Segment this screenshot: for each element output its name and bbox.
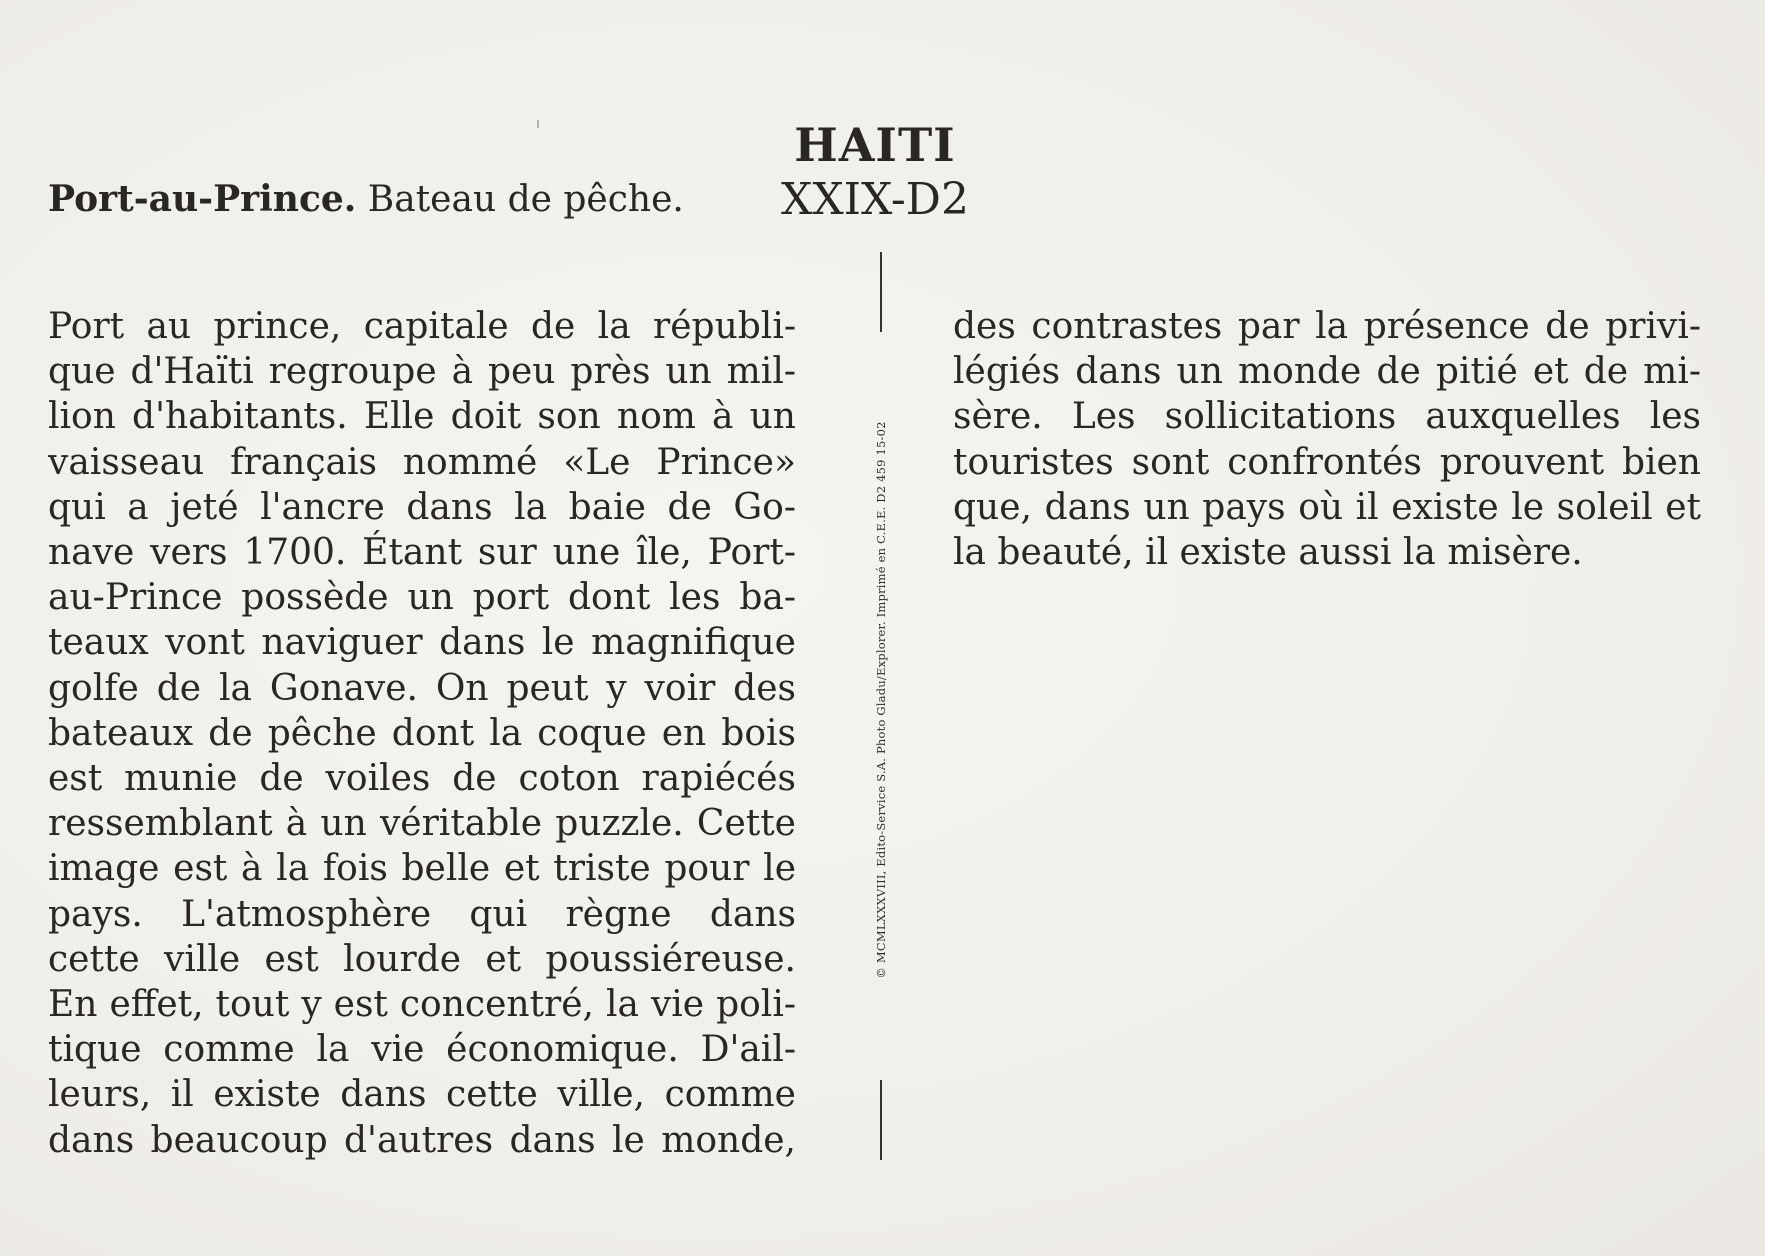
title-block [760, 118, 990, 225]
country-title: HAITI [794, 118, 956, 172]
photo-caption [48, 178, 684, 220]
text-line: image est à la fois belle et triste pour le [48, 848, 796, 890]
text-line: la beauté, il existe aussi la misère. [953, 532, 1583, 574]
paper-speck [537, 120, 539, 128]
text-column-left [48, 304, 796, 1163]
text-line: leurs, il existe dans cette ville, comme [48, 1074, 796, 1116]
text-line: golfe de la Gonave. On peut y voir des [48, 667, 796, 709]
text-line: bateaux de pêche dont la coque en bois [48, 712, 796, 754]
text-column-right [953, 304, 1701, 575]
text-line: nave vers 1700. Étant sur une île, Port- [48, 532, 796, 574]
text-line: que d'Haïti regroupe à peu près un mil- [48, 351, 796, 393]
text-line: cette ville est lourde et poussiéreuse. [48, 938, 796, 980]
text-line: pays. L'atmosphère qui règne dans [48, 893, 796, 935]
text-line: En effet, tout y est concentré, la vie poli- [48, 984, 796, 1026]
text-line: que, dans un pays où il existe le soleil et [953, 486, 1701, 528]
caption-place: Port-au-Prince. [48, 178, 357, 220]
reference-code: XXIX-D2 [781, 174, 969, 225]
text-line: ressemblant à un véritable puzzle. Cette [48, 803, 796, 845]
text-line: qui a jeté l'ancre dans la baie de Go- [48, 486, 796, 528]
text-line: est munie de voiles de coton rapiécés [48, 758, 796, 800]
text-line: Port au prince, capitale de la républi- [48, 306, 796, 347]
text-line: sère. Les sollicitations auxquelles les [953, 396, 1701, 438]
text-line: teaux vont naviguer dans le magnifique [48, 622, 796, 664]
text-line: tique comme la vie économique. D'ail- [48, 1029, 796, 1071]
divider-line-top [880, 252, 882, 332]
text-line: vaisseau français nommé «Le Prince» [48, 441, 796, 483]
caption-text: Bateau de pêche. [367, 179, 684, 220]
text-line: légiés dans un monde de pitié et de mi- [953, 351, 1701, 393]
publisher-credit: © MCMLXXXVIII, Edito-Service S.A. Photo Gladu/Explorer. Imprimé en C.E.E. D2 459 15-02 [874, 421, 888, 979]
text-line: au-Prince possède un port dont les ba- [48, 577, 796, 619]
text-line: dans beaucoup d'autres dans le monde, [48, 1119, 796, 1161]
text-line: lion d'habitants. Elle doit son nom à un [48, 396, 796, 438]
divider-line-bottom [880, 1080, 882, 1160]
text-line: des contrastes par la présence de privi- [953, 306, 1701, 347]
text-line: touristes sont confrontés prouvent bien [953, 441, 1701, 483]
